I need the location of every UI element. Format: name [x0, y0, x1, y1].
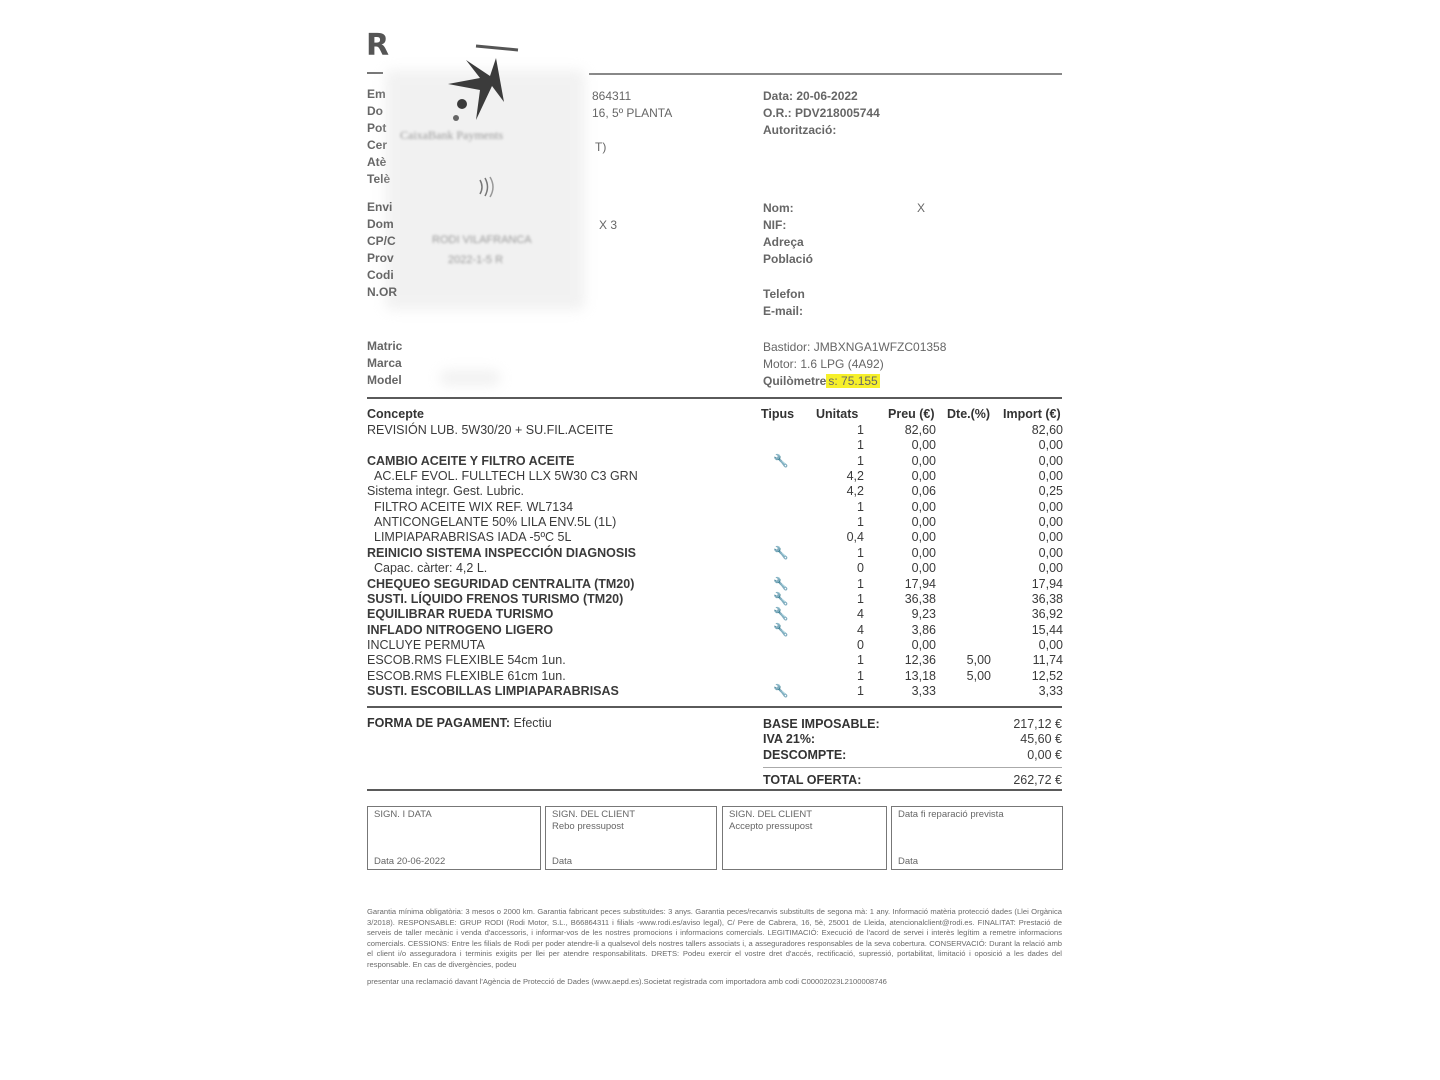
signature-title: SIGN. DEL CLIENT Accepto pressupost [729, 809, 813, 832]
wrench-icon: 🔧 [773, 576, 789, 591]
legal-text: Garantia mínima obligatòria: 3 mesos o 2000 km. Garantia fabricant peces substituïdes: 3 anys. Garantia peces/recanvis substituïts de segona mà: 1 any. Informació matèria protecció dades (Llei Orgànica 3/2018). RESPONSABLE: GRUP RODI (Rodi Motor, S.L., B66864311 i filials -www.rodi.es/aviso legal), C/ Pere de Cabrera, 16, 5è, 25001 de Lleida, atencionalclient@rodi.es. FINALITAT: Prestació de serveis de taller mecànic i venda d'accessoris, i informar-vos de les nostres promocions i informacions comercials. LEGITIMACIÓ: Execució de l'acord de servei i interès legítim a remetre informacions comercials. CESSIONS: Entre les filials de Rodi per poder atendre-li a qualsevol dels nostres tallers associats i, a asseguradores responsables de la seva cobertura. CONSERVACIÓ: Durant la relació amb el client i/o asseguradora i terminis exigits per llei per atendre responsabilitats. DRETS: Podeu exercir el vostre dret d'accés, rectificació, supressió, portabilitat, limitació i oposició a les dades del responsable. En cas de divergències, podeu [367, 907, 1062, 969]
row-concept: Sistema integr. Gest. Lubric. [367, 484, 525, 499]
row-price: 0,00 [911, 637, 936, 652]
row-concept: INFLADO NITROGENO LIGERO [367, 622, 554, 637]
table-row [367, 438, 1063, 453]
row-price: 3,86 [911, 622, 936, 637]
vehicle-mileage-highlight: s: 75.155 [828, 374, 878, 388]
client-name-label: Nom: [763, 201, 794, 215]
row-price: 82,60 [904, 423, 936, 437]
header-field-label: Telè [367, 172, 391, 186]
header-field-label: Do [367, 104, 383, 118]
signature-box-client-receipt [545, 806, 717, 870]
payment-method-value: Efectiu [513, 716, 552, 730]
client-field-label: CP/C [367, 234, 396, 248]
row-concept: SUSTI. ESCOBILLAS LIMPIAPARABRISAS [367, 683, 619, 698]
totals-bottom-rule [367, 789, 1062, 791]
row-price: 17,94 [904, 576, 936, 591]
header-field-label: Pot [367, 121, 387, 135]
client-street-fragment: X 3 [599, 218, 618, 232]
row-units: 1 [857, 438, 864, 453]
row-concept: REVISIÓN LUB. 5W30/20 + SU.FIL.ACEITE [367, 423, 614, 437]
payment-method [367, 716, 552, 730]
stamp-text: CaixaBank Payments [400, 128, 503, 142]
table-row [367, 684, 1063, 699]
client-phone-label: Telefon [763, 287, 805, 301]
row-concept: REINICIO SISTEMA INSPECCIÓN DIAGNOSIS [367, 545, 637, 560]
row-import: 15,44 [1031, 622, 1063, 637]
client-code-blurred: 2022-1-5 R [448, 254, 504, 266]
signature-date: Data [898, 856, 919, 867]
row-concept: INCLUYE PERMUTA [367, 637, 485, 652]
order-number: O.R.: PDV218005744 [763, 106, 880, 120]
client-field-label: Codi [367, 268, 394, 282]
row-units: 1 [857, 576, 864, 591]
row-units: 1 [857, 499, 864, 514]
row-units: 4 [857, 622, 864, 637]
table-row [367, 607, 1063, 622]
row-concept: ESCOB.RMS FLEXIBLE 54cm 1un. [367, 653, 566, 668]
row-units: 0 [857, 637, 864, 652]
col-header-import: Import (€) [1003, 407, 1061, 421]
row-price: 9,23 [911, 607, 936, 622]
col-header-units: Unitats [816, 407, 859, 421]
row-units: 1 [857, 453, 864, 468]
vat-value: 45,60 € [1020, 732, 1062, 746]
row-price: 0,00 [911, 545, 936, 560]
row-import: 0,00 [1038, 469, 1063, 484]
row-units: 1 [857, 683, 864, 698]
row-units: 1 [857, 591, 864, 606]
total-value: 262,72 € [1013, 773, 1062, 787]
table-row [367, 500, 1063, 515]
col-header-concept: Concepte [367, 407, 424, 421]
row-concept: CHEQUEO SEGURIDAD CENTRALITA (TM20) [367, 576, 635, 591]
row-units: 0 [857, 561, 864, 576]
row-price: 0,00 [911, 499, 936, 514]
wrench-icon: 🔧 [773, 622, 789, 637]
row-price: 0,00 [911, 515, 936, 530]
base-value: 217,12 € [1013, 717, 1062, 731]
wrench-icon: 🔧 [773, 607, 789, 622]
row-concept: CAMBIO ACEITE Y FILTRO ACEITE [367, 453, 575, 468]
row-price: 0,06 [911, 484, 936, 499]
company-address: 16, 5º PLANTA [592, 106, 673, 120]
row-import: 11,74 [1032, 653, 1063, 668]
row-import: 0,00 [1038, 530, 1063, 545]
col-header-price: Preu (€) [888, 407, 935, 421]
company-postal-fragment: T) [595, 140, 607, 154]
row-import: 12,52 [1031, 668, 1063, 683]
authorization-label: Autorització: [763, 123, 837, 137]
signature-box-company [367, 806, 541, 870]
table-row [367, 623, 1063, 638]
table-row [367, 469, 1063, 484]
row-import: 0,00 [1038, 561, 1063, 576]
row-concept: ESCOB.RMS FLEXIBLE 61cm 1un. [367, 668, 566, 683]
row-price: 0,00 [911, 530, 936, 545]
wrench-icon: 🔧 [773, 591, 789, 606]
row-units: 1 [857, 423, 864, 437]
row-units: 1 [857, 653, 864, 668]
header-short-rule [367, 72, 383, 74]
row-import: 0,00 [1038, 637, 1063, 652]
discount-label: DESCOMPTE: [763, 748, 847, 762]
row-price: 13,18 [904, 668, 936, 683]
row-concept: ANTICONGELANTE 50% LILA ENV.5L (1L) [374, 515, 617, 530]
row-units: 1 [857, 545, 864, 560]
row-units: 0,4 [846, 530, 864, 545]
table-row [367, 592, 1063, 607]
client-field-label: N.OR [367, 285, 397, 299]
wrench-icon: 🔧 [773, 545, 789, 560]
vehicle-field-label: Marca [367, 356, 402, 370]
signature-date: Data 20-06-2022 [374, 856, 446, 867]
table-row [367, 530, 1063, 545]
row-import: 0,00 [1038, 545, 1063, 560]
table-row [367, 669, 1063, 684]
row-units: 4,2 [846, 484, 864, 499]
row-price: 0,00 [911, 438, 936, 453]
row-import: 36,92 [1031, 607, 1063, 622]
row-concept: AC.ELF EVOL. FULLTECH LLX 5W30 C3 GRN [374, 469, 638, 484]
wrench-icon: 🔧 [773, 683, 789, 698]
vehicle-field-label: Model [367, 373, 402, 387]
base-label: BASE IMPOSABLE: [763, 717, 880, 731]
vehicle-field-label: Matric [367, 339, 403, 353]
total-rule [763, 767, 1062, 768]
client-name-value: X [917, 201, 926, 215]
table-row [367, 515, 1063, 530]
row-discount: 5,00 [966, 668, 991, 683]
row-import: 82,60 [1031, 423, 1063, 437]
legal-text-footer: presentar una reclamació davant l'Agència de Protecció de Dades (www.aepd.es).Societat registrada com importadora amb codi C00002023L2100008746 [367, 977, 887, 986]
table-top-rule [367, 397, 1062, 399]
row-import: 3,33 [1038, 683, 1063, 698]
row-concept: SUSTI. LÍQUIDO FRENOS TURISMO (TM20) [367, 591, 624, 606]
row-concept: Capac. càrter: 4,2 L. [374, 561, 488, 576]
client-field-label: Dom [367, 217, 394, 231]
row-import: 0,25 [1038, 484, 1063, 499]
row-concept: FILTRO ACEITE WIX REF. WL7134 [374, 499, 574, 514]
row-concept: LIMPIAPARABRISAS IADA -5ºC 5L [374, 530, 572, 545]
row-discount: 5,00 [966, 653, 991, 668]
row-price: 3,33 [911, 683, 936, 698]
table-row [367, 653, 1063, 668]
payment-method-label: FORMA DE PAGAMENT: [367, 716, 511, 730]
row-price: 36,38 [904, 591, 936, 606]
row-price: 0,00 [911, 453, 936, 468]
row-import: 0,00 [1038, 515, 1063, 530]
signature-title: SIGN. DEL CLIENT Rebo pressupost [552, 809, 636, 832]
table-row [367, 423, 1063, 438]
row-import: 0,00 [1038, 453, 1063, 468]
model-redaction [440, 370, 500, 386]
row-price: 0,00 [911, 469, 936, 484]
client-town-label: Població [763, 252, 814, 266]
vehicle-vin: Bastidor: JMBXNGA1WFZC01358 [763, 340, 947, 354]
signature-box-repair-date [891, 806, 1063, 870]
client-field-label: Envi [367, 200, 393, 214]
table-row [367, 638, 1063, 653]
total-label: TOTAL OFERTA: [763, 773, 862, 787]
row-import: 36,38 [1031, 591, 1063, 606]
table-row [367, 561, 1063, 576]
row-units: 4 [857, 607, 864, 622]
company-logo: R [366, 28, 390, 63]
row-price: 0,00 [911, 561, 936, 576]
client-field-label: Prov [367, 251, 394, 265]
table-row [367, 454, 1063, 469]
company-code: 864311 [592, 89, 632, 103]
signature-title: SIGN. I DATA [374, 809, 432, 820]
table-bottom-rule [367, 706, 1062, 708]
col-header-discount: Dte.(%) [947, 407, 991, 421]
client-nif-label: NIF: [763, 218, 787, 232]
client-address-label: Adreça [763, 235, 804, 249]
table-row [367, 577, 1063, 592]
signature-date: Data [552, 856, 573, 867]
vehicle-engine: Motor: 1.6 LPG (4A92) [763, 357, 884, 371]
client-city-blurred: RODI VILAFRANCA [432, 234, 532, 246]
row-units: 4,2 [846, 469, 864, 484]
document-date: Data: 20-06-2022 [763, 89, 858, 103]
discount-value: 0,00 € [1027, 748, 1062, 762]
wrench-icon: 🔧 [773, 453, 789, 468]
vat-label: IVA 21%: [763, 732, 816, 746]
client-email-label: E-mail: [763, 304, 804, 318]
row-import: 17,94 [1031, 576, 1063, 591]
header-field-label: Em [367, 87, 386, 101]
row-import: 0,00 [1038, 438, 1063, 453]
row-units: 1 [857, 668, 864, 683]
row-units: 1 [857, 515, 864, 530]
header-rule [589, 73, 1062, 75]
signature-title: Data fi reparació prevista [898, 809, 1004, 820]
contactless-icon [476, 176, 506, 198]
row-import: 0,00 [1038, 499, 1063, 514]
vehicle-mileage [763, 374, 880, 388]
row-concept: EQUILIBRAR RUEDA TURISMO [367, 607, 554, 622]
col-header-tipus: Tipus [761, 407, 795, 421]
row-price: 12,36 [904, 653, 936, 668]
header-field-label: Cer [367, 138, 388, 152]
signature-box-client-accept [722, 806, 887, 870]
header-field-label: Atè [367, 155, 387, 169]
vehicle-mileage-label: Quilòmetre [763, 374, 827, 388]
table-row [367, 546, 1063, 561]
table-row [367, 484, 1063, 499]
caixabank-star-logo [436, 40, 536, 130]
